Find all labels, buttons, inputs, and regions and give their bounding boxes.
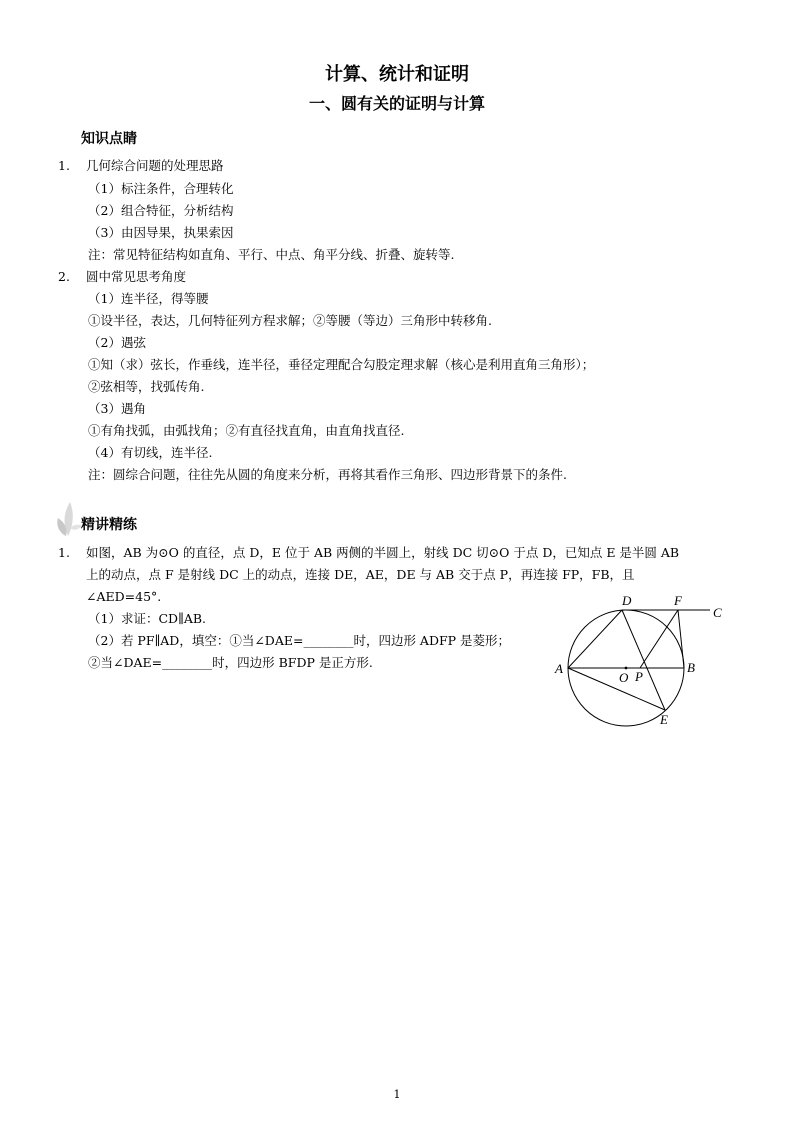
- problem-line: ②当∠DAE=________时，四边形 BFDP 是正方形.: [88, 655, 373, 670]
- problem-line: 上的动点，点 F 是射线 DC 上的动点，连接 DE，AE，DE 与 AB 交于点 P，再连接 FP，FB，且: [86, 567, 635, 582]
- label-b: B: [687, 660, 695, 675]
- item-line: （2）组合特征，分析结构: [88, 203, 234, 218]
- page-number: 1: [393, 1088, 401, 1101]
- item-note: 注：圆综合问题，往往先从圆的角度来分析，再将其看作三角形、四边形背景下的条件.: [88, 467, 567, 482]
- label-o: O: [619, 670, 629, 685]
- label-f: F: [674, 593, 682, 608]
- page-title: 计算、统计和证明: [325, 64, 469, 85]
- problem-line: ∠AED=45°.: [86, 589, 162, 604]
- label-c: C: [713, 605, 722, 620]
- item-number: 2.: [58, 269, 70, 284]
- label-p: P: [635, 669, 643, 684]
- item-line: （1）标注条件，合理转化: [88, 181, 234, 196]
- segment-ae: [568, 668, 665, 710]
- item-line: ①知（求）弦长，作垂线，连半径，垂径定理配合勾股定理求解（核心是利用直角三角形）；: [88, 357, 595, 372]
- label-e: E: [660, 712, 668, 727]
- segment-fp: [640, 610, 678, 668]
- section-heading-knowledge: 知识点睛: [81, 131, 137, 147]
- center-point: [625, 667, 628, 670]
- problem-line: 如图，AB 为⊙O 的直径，点 D，E 位于 AB 两侧的半圆上，射线 DC 切⊙O 于点 D，已知点 E 是半圆 AB: [86, 545, 680, 560]
- segment-fb: [678, 610, 684, 668]
- item-line: ①设半径，表达，几何特征列方程求解；②等腰（等边）三角形中转移角.: [88, 313, 492, 328]
- section-subtitle: 一、圆有关的证明与计算: [308, 94, 485, 113]
- problem-number: 1.: [58, 545, 70, 560]
- item-line: ②弦相等，找弧传角.: [88, 379, 205, 394]
- item-note: 注：常见特征结构如直角、平行、中点、角平分线、折叠、旋转等.: [88, 247, 455, 262]
- item-text: 圆中常见思考角度: [86, 269, 187, 284]
- problem-line: （1）求证：CD∥AB.: [88, 611, 206, 626]
- problem-line: （2）若 PF∥AD，填空：①当∠DAE=________时，四边形 ADFP 是菱形；: [88, 633, 511, 648]
- label-a: A: [555, 661, 563, 676]
- item-number: 1.: [58, 158, 70, 173]
- item-line: （3）由因导果，执果索因: [88, 225, 234, 240]
- item-text: 几何综合问题的处理思路: [86, 158, 224, 173]
- section-heading-practice: 精讲精练: [81, 517, 137, 533]
- item-line: （3）遇角: [88, 401, 146, 416]
- item-line: ①有角找弧，由弧找角；②有直径找直角，由直角找直径.: [88, 423, 405, 438]
- label-d: D: [622, 593, 632, 608]
- segment-de: [622, 610, 665, 710]
- geometry-figure: [550, 592, 740, 732]
- item-line: （2）遇弦: [88, 335, 146, 350]
- item-line: （4）有切线，连半径.: [88, 445, 213, 460]
- item-line: （1）连半径，得等腰: [88, 291, 209, 306]
- leaf-icon: [54, 498, 82, 538]
